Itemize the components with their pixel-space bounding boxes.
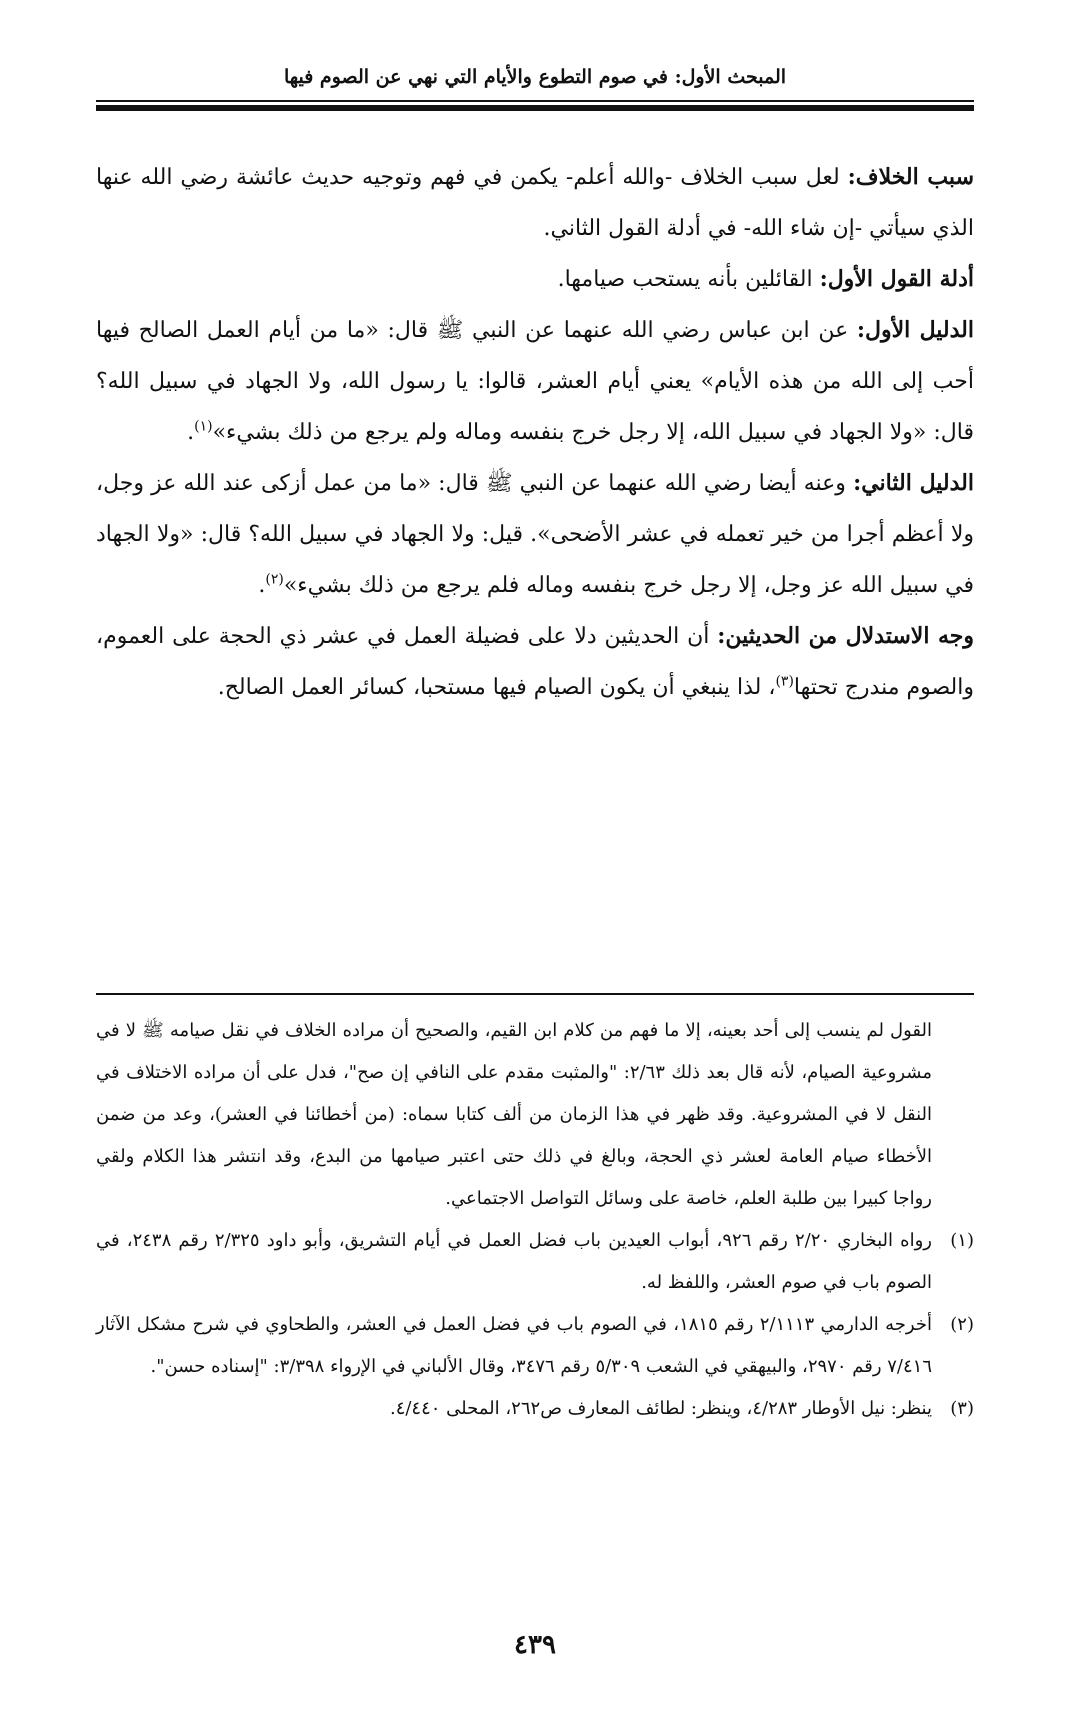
paragraph-first-evidence	[96, 305, 974, 458]
paragraph-text: عن ابن عباس رضي الله عنهما عن النبي ﷺ قال: «ما من أيام العمل الصالح فيها أحب إلى الله من هذه الأيام» يعني أيام العشر، قالوا: يا رسول الله، ولا الجهاد في سبيل الله؟ قال: «ولا الجهاد في سبيل الله، إلا رجل خرج بنفسه وماله ولم يرجع من ذلك بشيء»	[96, 318, 974, 445]
paragraph-lead: وجه الاستدلال من الحديثين:	[717, 623, 974, 649]
paragraph-text: القائلين بأنه يستحب صيامها.	[557, 267, 820, 292]
footnote-text: رواه البخاري ٢/٢٠ رقم ٩٢٦، أبواب العيدين باب فضل العمل في أيام التشريق، وأبو داود ٢/٣٢٥ رقم ٢٤٣٨، في الصوم باب في صوم العشر، واللفظ له.	[96, 1230, 932, 1293]
paragraph-cause-of-disagreement	[96, 152, 974, 254]
footnote-3	[96, 1388, 974, 1430]
paragraph-inference	[96, 611, 974, 713]
paragraph-text: وعنه أيضا رضي الله عنهما عن النبي ﷺ قال: «ما من عمل أزكى عند الله عز وجل، ولا أعظم أجرا من خير تعمله في عشر الأضحى». قيل: ولا الجهاد في سبيل الله؟ قال: «ولا الجهاد في سبيل الله عز وجل، إلا رجل خرج بنفسه وماله فلم يرجع من ذلك بشيء»	[96, 471, 974, 598]
paragraph-end: .	[258, 573, 266, 598]
header-rule-thick	[96, 105, 974, 111]
main-text	[96, 152, 974, 713]
footnote-separator	[96, 993, 974, 995]
footnote-continuation: القول لم ينسب إلى أحد بعينه، إلا ما فهم من كلام ابن القيم، والصحيح أن مراده الخلاف في نقل صيامه ﷺ لا في مشروعية الصيام، لأنه قال بعد ذلك ٢/٦٣: "والمثبت مقدم على النافي إن صح"، فدل على أن مراده الاختلاف في النقل لا في المشروعية. وقد ظهر في هذا الزمان من ألف كتابا سماه: (من أخطائنا في العشر)، وعد من ضمن الأخطاء صيام العامة لعشر ذي الحجة، وبالغ في ذلك حتى اعتبر صيامها من البدع، وقد انتشر هذا الكلام ولقي رواجا كبيرا بين طلبة العلم، خاصة على وسائل التواصل الاجتماعي.	[96, 1020, 932, 1209]
header-rule-thin	[96, 100, 974, 102]
footnote-ref-3[interactable]: (٣)	[775, 673, 794, 690]
page-number: ٤٣٩	[514, 1630, 556, 1660]
paragraph-text: لعل سبب الخلاف -والله أعلم- يكمن في فهم وتوجيه حديث عائشة رضي الله عنها الذي سيأتي -إن شاء الله- في أدلة القول الثاني.	[96, 165, 974, 241]
footnote-text: أخرجه الدارمي ٢/١١١٣ رقم ١٨١٥، في الصوم باب في فضل العمل في العشر، والطحاوي في شرح مشكل الآثار ٧/٤١٦ رقم ٢٩٧٠، والبيهقي في الشعب ٥/٣٠٩ رقم ٣٤٧٦، وقال الألباني في الإرواء ٣/٣٩٨: "إسناده حسن".	[96, 1314, 932, 1377]
paragraph-evidence-first-opinion	[96, 254, 974, 305]
footnote-2	[96, 1304, 974, 1388]
footnotes	[96, 1010, 974, 1430]
running-header: المبحث الأول: في صوم التطوع والأيام التي نهي عن الصوم فيها	[283, 66, 787, 88]
paragraph-text: أن الحديثين دلا على فضيلة العمل في عشر ذي الحجة على العموم، والصوم مندرج تحتها	[96, 624, 974, 700]
footnote-number: (٣)	[950, 1398, 974, 1419]
paragraph-lead: أدلة القول الأول:	[819, 266, 974, 292]
paragraph-end: .	[187, 420, 195, 445]
footnote-ref-2[interactable]: (٢)	[265, 571, 284, 588]
paragraph-second-evidence	[96, 458, 974, 611]
paragraph-end: ، لذا ينبغي أن يكون الصيام فيها مستحبا، كسائر العمل الصالح.	[217, 675, 776, 700]
paragraph-lead: الدليل الأول:	[856, 317, 974, 343]
footnote-number: (٢)	[950, 1314, 974, 1335]
footnote-1	[96, 1220, 974, 1304]
paragraph-lead: الدليل الثاني:	[853, 470, 974, 496]
paragraph-lead: سبب الخلاف:	[847, 164, 975, 190]
footnote-number: (١)	[950, 1230, 974, 1251]
footnote-ref-1[interactable]: (١)	[194, 418, 213, 435]
footnote-text: ينظر: نيل الأوطار ٤/٢٨٣، وينظر: لطائف المعارف ص٢٦٢، المحلى ٤/٤٤٠.	[389, 1398, 932, 1419]
